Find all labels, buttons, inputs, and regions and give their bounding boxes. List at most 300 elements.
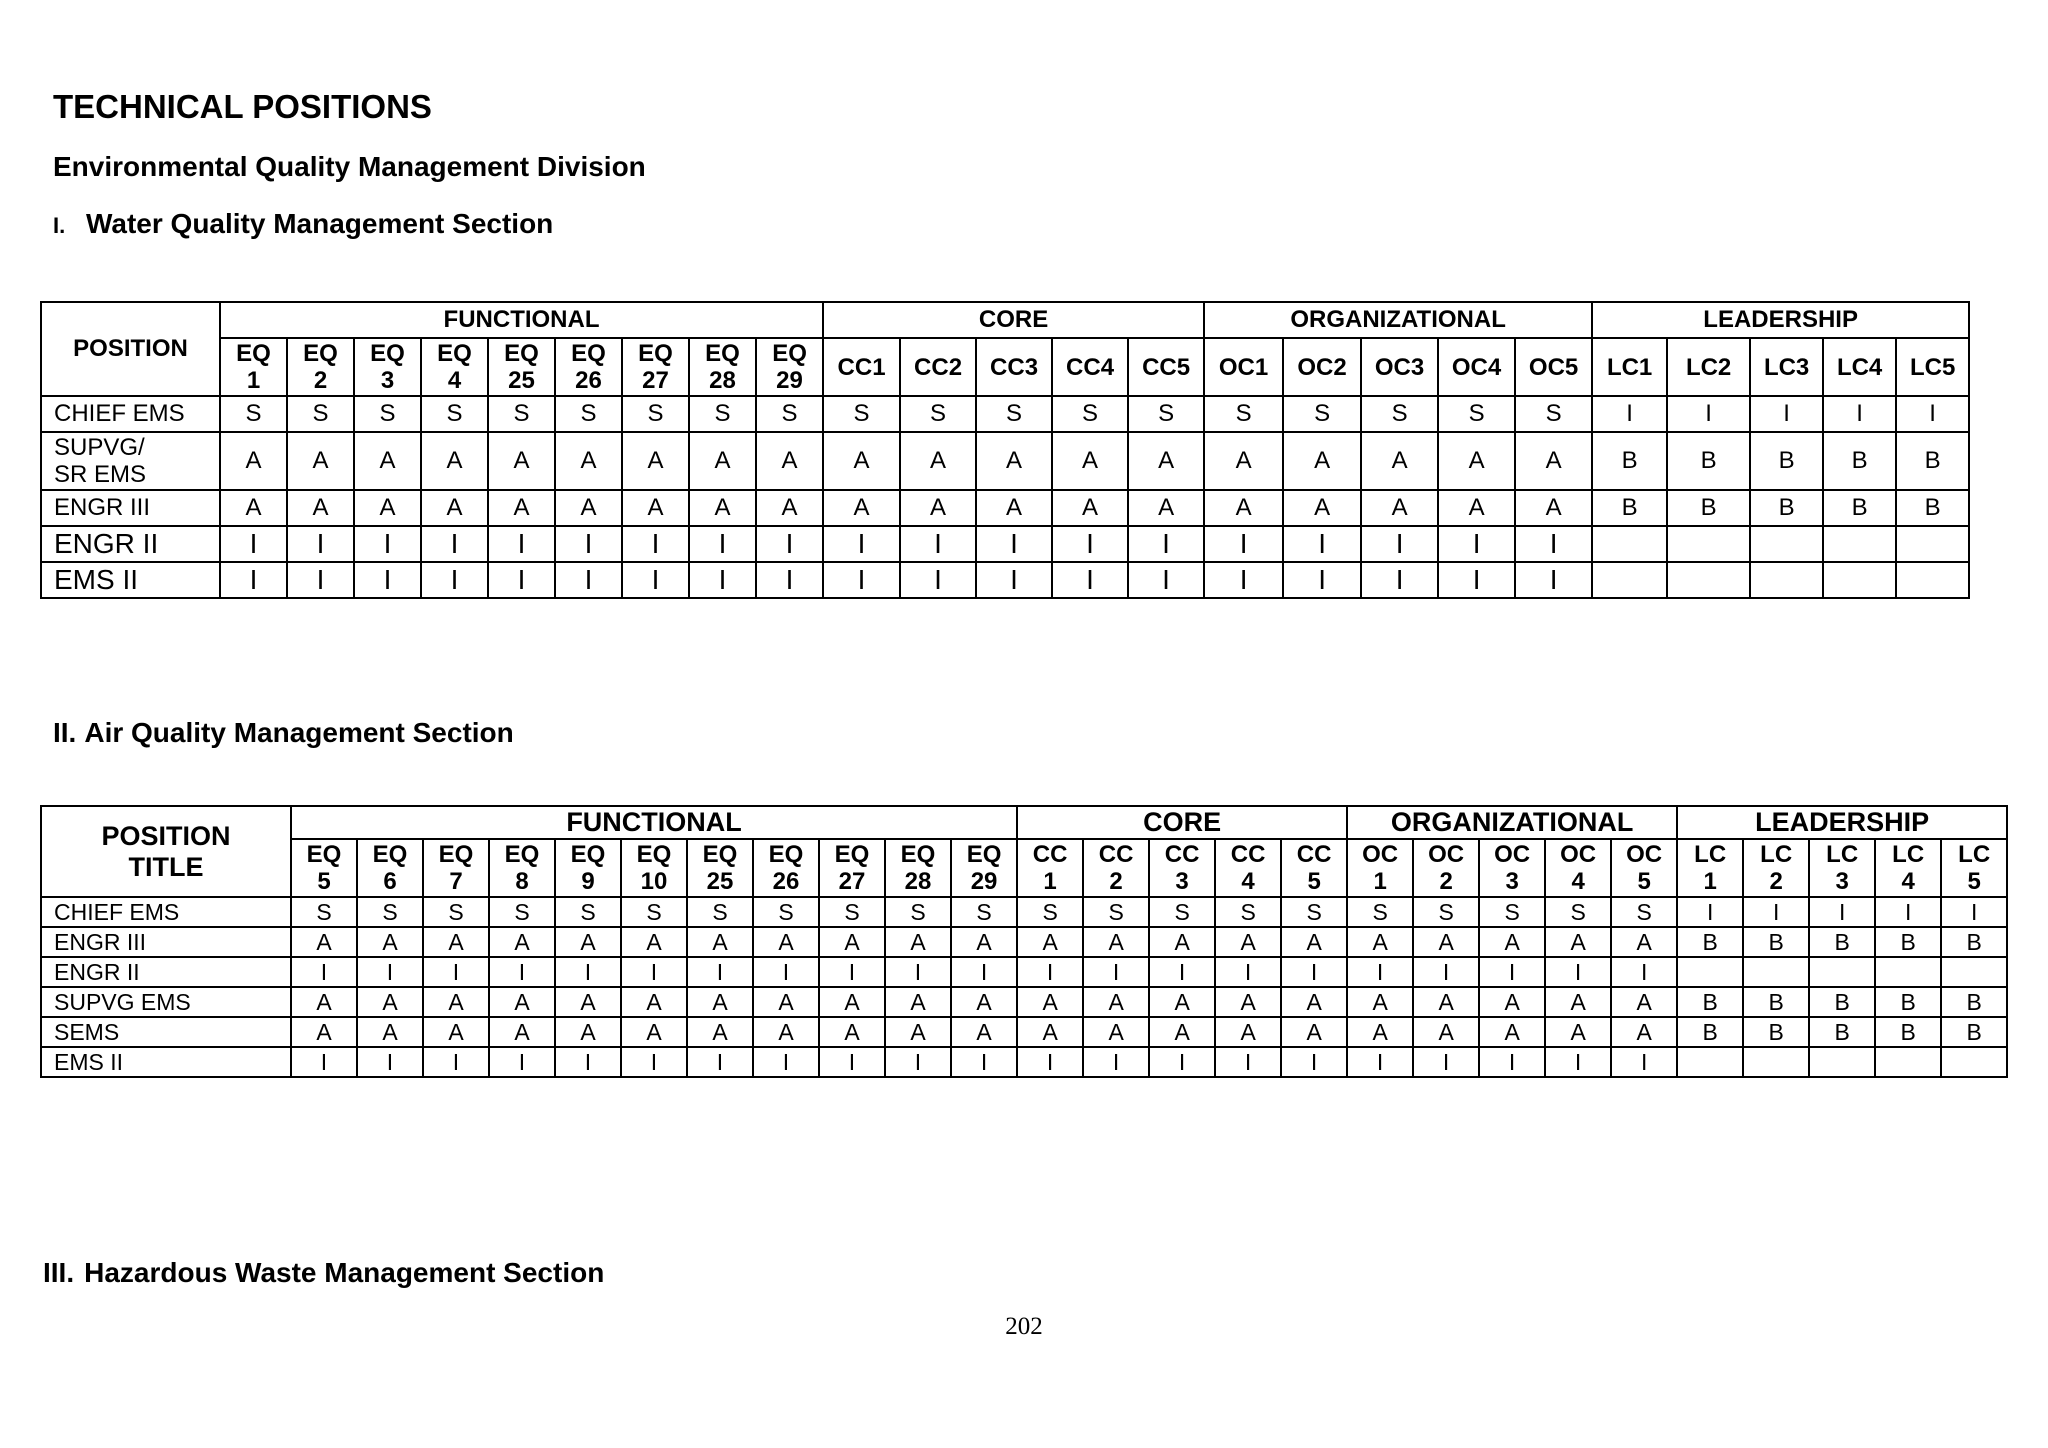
proficiency-cell: I bbox=[291, 957, 357, 987]
proficiency-cell: S bbox=[1052, 396, 1128, 432]
table-row bbox=[41, 1047, 2007, 1077]
competency-group-header: LEADERSHIP bbox=[1592, 302, 1969, 338]
proficiency-cell bbox=[1592, 526, 1667, 562]
cell-text-line: OC bbox=[1494, 841, 1531, 868]
proficiency-cell: I bbox=[819, 957, 885, 987]
division-heading: Environmental Quality Management Division bbox=[53, 151, 646, 182]
proficiency-cell: A bbox=[687, 987, 753, 1017]
cell-text-line: LC5 bbox=[1909, 353, 1956, 381]
cell-text-line: 2 bbox=[1109, 868, 1123, 895]
proficiency-cell: B bbox=[1750, 490, 1823, 526]
competency-code-header-row bbox=[41, 338, 1969, 396]
competency-code-header bbox=[220, 338, 287, 396]
proficiency-cell: A bbox=[1611, 1017, 1677, 1047]
proficiency-cell: I bbox=[555, 1047, 621, 1077]
proficiency-cell: I bbox=[287, 526, 354, 562]
competency-code-header bbox=[1361, 338, 1438, 396]
proficiency-cell bbox=[1896, 526, 1969, 562]
proficiency-cell: B bbox=[1941, 1017, 2007, 1047]
table-row bbox=[41, 957, 2007, 987]
table-row bbox=[41, 1017, 2007, 1047]
proficiency-cell: A bbox=[689, 432, 756, 490]
proficiency-cell: A bbox=[1413, 927, 1479, 957]
proficiency-cell: A bbox=[756, 432, 823, 490]
proficiency-cell bbox=[1743, 957, 1809, 987]
proficiency-cell: S bbox=[291, 897, 357, 927]
proficiency-cell: A bbox=[1347, 1017, 1413, 1047]
competency-code-header bbox=[621, 839, 687, 897]
cell-text-line: EQ bbox=[504, 841, 540, 868]
proficiency-cell: A bbox=[1149, 927, 1215, 957]
proficiency-cell: A bbox=[1283, 490, 1361, 526]
competency-code-header bbox=[1438, 338, 1515, 396]
proficiency-cell: I bbox=[885, 1047, 951, 1077]
cell-text-line: TITLE bbox=[128, 851, 204, 882]
proficiency-cell: I bbox=[1809, 897, 1875, 927]
proficiency-cell bbox=[1677, 1047, 1743, 1077]
cell-text-line: CC5 bbox=[1142, 353, 1191, 381]
cell-text-line: 3 bbox=[380, 367, 395, 394]
cell-text-line: EQ bbox=[834, 841, 870, 868]
competency-code-header bbox=[489, 839, 555, 897]
position-column-header bbox=[41, 806, 291, 897]
water-quality-competency-table bbox=[40, 301, 1970, 599]
proficiency-cell: I bbox=[1128, 526, 1204, 562]
proficiency-cell: A bbox=[1347, 987, 1413, 1017]
air-quality-competency-table bbox=[40, 805, 2008, 1078]
proficiency-cell: A bbox=[885, 1017, 951, 1047]
proficiency-cell: A bbox=[1215, 987, 1281, 1017]
proficiency-cell: I bbox=[823, 526, 900, 562]
document-title: TECHNICAL POSITIONS bbox=[53, 88, 432, 125]
competency-code-header bbox=[1413, 839, 1479, 897]
cell-text-line: 6 bbox=[383, 868, 397, 895]
competency-code-header bbox=[1283, 338, 1361, 396]
table-row bbox=[41, 526, 1969, 562]
proficiency-cell: A bbox=[621, 1017, 687, 1047]
proficiency-cell: I bbox=[689, 526, 756, 562]
competency-code-header bbox=[1545, 839, 1611, 897]
competency-code-header bbox=[1875, 839, 1941, 897]
cell-text-line: OC5 bbox=[1528, 353, 1579, 381]
competency-code-header bbox=[421, 338, 488, 396]
proficiency-cell: A bbox=[423, 987, 489, 1017]
proficiency-cell: A bbox=[900, 490, 976, 526]
proficiency-cell: A bbox=[1052, 490, 1128, 526]
competency-code-header bbox=[488, 338, 555, 396]
proficiency-cell: I bbox=[1281, 1047, 1347, 1077]
proficiency-cell: A bbox=[1413, 987, 1479, 1017]
proficiency-cell: I bbox=[421, 562, 488, 598]
section-3-number: III. bbox=[43, 1257, 75, 1288]
proficiency-cell: B bbox=[1809, 927, 1875, 957]
proficiency-cell: A bbox=[1281, 927, 1347, 957]
proficiency-cell: A bbox=[1083, 1017, 1149, 1047]
cell-text-line: 5 bbox=[1967, 868, 1981, 895]
proficiency-cell bbox=[1667, 526, 1750, 562]
competency-code-header bbox=[753, 839, 819, 897]
proficiency-cell: A bbox=[819, 927, 885, 957]
proficiency-cell: I bbox=[1545, 957, 1611, 987]
proficiency-cell: S bbox=[1128, 396, 1204, 432]
cell-text-line: 25 bbox=[706, 868, 734, 895]
proficiency-cell: B bbox=[1875, 1017, 1941, 1047]
proficiency-cell: A bbox=[287, 490, 354, 526]
proficiency-cell: A bbox=[423, 1017, 489, 1047]
proficiency-cell: I bbox=[951, 957, 1017, 987]
proficiency-cell: A bbox=[357, 1017, 423, 1047]
proficiency-cell: A bbox=[488, 432, 555, 490]
proficiency-cell: I bbox=[1149, 1047, 1215, 1077]
competency-code-header bbox=[1677, 839, 1743, 897]
proficiency-cell: I bbox=[687, 1047, 753, 1077]
proficiency-cell: A bbox=[1413, 1017, 1479, 1047]
cell-text-line: EQ bbox=[702, 841, 738, 868]
cell-text-line: CC3 bbox=[990, 353, 1039, 381]
competency-group-header: CORE bbox=[1017, 806, 1347, 839]
proficiency-cell: I bbox=[885, 957, 951, 987]
proficiency-cell: A bbox=[1515, 432, 1592, 490]
cell-text-line: 2 bbox=[1769, 868, 1783, 895]
proficiency-cell: B bbox=[1941, 987, 2007, 1017]
cell-text-line: EQ bbox=[636, 841, 672, 868]
proficiency-cell: A bbox=[291, 1017, 357, 1047]
proficiency-cell: A bbox=[687, 1017, 753, 1047]
proficiency-cell: I bbox=[1347, 957, 1413, 987]
proficiency-cell: A bbox=[756, 490, 823, 526]
cell-text-line: OC2 bbox=[1297, 353, 1347, 381]
cell-text-line: 1 bbox=[246, 367, 261, 394]
competency-code-header bbox=[1896, 338, 1969, 396]
competency-code-header bbox=[1128, 338, 1204, 396]
proficiency-cell: A bbox=[1083, 927, 1149, 957]
position-cell bbox=[41, 396, 220, 432]
proficiency-cell: A bbox=[976, 432, 1052, 490]
proficiency-cell: I bbox=[1941, 897, 2007, 927]
competency-group-header: FUNCTIONAL bbox=[291, 806, 1017, 839]
proficiency-cell: A bbox=[1281, 1017, 1347, 1047]
proficiency-cell: A bbox=[421, 490, 488, 526]
proficiency-cell bbox=[1809, 957, 1875, 987]
proficiency-cell: S bbox=[689, 396, 756, 432]
cell-text-line: EMS II bbox=[54, 564, 139, 595]
proficiency-cell: I bbox=[423, 957, 489, 987]
proficiency-cell: B bbox=[1592, 432, 1667, 490]
proficiency-cell: A bbox=[1479, 927, 1545, 957]
competency-code-header bbox=[976, 338, 1052, 396]
competency-group-header-row bbox=[41, 806, 2007, 839]
proficiency-cell: A bbox=[357, 987, 423, 1017]
proficiency-cell: I bbox=[220, 562, 287, 598]
proficiency-cell: A bbox=[1611, 927, 1677, 957]
competency-code-header bbox=[819, 839, 885, 897]
competency-code-header bbox=[900, 338, 976, 396]
proficiency-cell: A bbox=[823, 432, 900, 490]
proficiency-cell: S bbox=[488, 396, 555, 432]
proficiency-cell: S bbox=[555, 897, 621, 927]
cell-text-line: 3 bbox=[1505, 868, 1519, 895]
proficiency-cell: A bbox=[753, 927, 819, 957]
proficiency-cell bbox=[1875, 957, 1941, 987]
proficiency-cell: A bbox=[1052, 432, 1128, 490]
proficiency-cell: A bbox=[489, 927, 555, 957]
section-2-title: Air Quality Management Section bbox=[84, 717, 514, 748]
proficiency-cell: S bbox=[1361, 396, 1438, 432]
competency-code-header bbox=[689, 338, 756, 396]
proficiency-cell: A bbox=[1611, 987, 1677, 1017]
proficiency-cell: A bbox=[753, 1017, 819, 1047]
proficiency-cell: S bbox=[1347, 897, 1413, 927]
proficiency-cell: A bbox=[291, 987, 357, 1017]
proficiency-cell: I bbox=[1215, 957, 1281, 987]
cell-text-line: 26 bbox=[772, 868, 800, 895]
cell-text-line: EQ bbox=[638, 340, 673, 367]
proficiency-cell: A bbox=[1347, 927, 1413, 957]
proficiency-cell: I bbox=[687, 957, 753, 987]
proficiency-cell: A bbox=[687, 927, 753, 957]
proficiency-cell: A bbox=[555, 987, 621, 1017]
proficiency-cell: I bbox=[357, 957, 423, 987]
competency-code-header bbox=[1515, 338, 1592, 396]
proficiency-cell bbox=[1592, 562, 1667, 598]
cell-text-line: 1 bbox=[1703, 868, 1717, 895]
proficiency-cell: I bbox=[421, 526, 488, 562]
competency-code-header bbox=[354, 338, 421, 396]
competency-code-header bbox=[1479, 839, 1545, 897]
section-1-heading bbox=[53, 208, 553, 240]
proficiency-cell: S bbox=[555, 396, 622, 432]
proficiency-cell: B bbox=[1823, 432, 1896, 490]
table-row bbox=[41, 562, 1969, 598]
cell-text-line: EQ bbox=[504, 340, 539, 367]
table-row bbox=[41, 987, 2007, 1017]
proficiency-cell: B bbox=[1875, 987, 1941, 1017]
cell-text-line: 1 bbox=[1373, 868, 1387, 895]
competency-code-header bbox=[823, 338, 900, 396]
proficiency-cell: I bbox=[951, 1047, 1017, 1077]
cell-text-line: OC3 bbox=[1374, 353, 1425, 381]
proficiency-cell: A bbox=[220, 432, 287, 490]
cell-text-line: 4 bbox=[1241, 868, 1255, 895]
proficiency-cell: I bbox=[1515, 562, 1592, 598]
cell-text-line: CHIEF EMS bbox=[54, 400, 185, 427]
section-3-title: Hazardous Waste Management Section bbox=[84, 1257, 605, 1288]
proficiency-cell: A bbox=[489, 1017, 555, 1047]
cell-text-line: OC4 bbox=[1451, 353, 1502, 381]
proficiency-cell: I bbox=[1479, 1047, 1545, 1077]
proficiency-cell: A bbox=[753, 987, 819, 1017]
cell-text-line: CC bbox=[1164, 841, 1200, 868]
cell-text-line: ENGR III bbox=[54, 494, 151, 521]
proficiency-cell: A bbox=[1283, 432, 1361, 490]
proficiency-cell: I bbox=[1283, 526, 1361, 562]
proficiency-cell: S bbox=[819, 897, 885, 927]
proficiency-cell: S bbox=[1515, 396, 1592, 432]
table-row bbox=[41, 396, 1969, 432]
cell-text-line: LC1 bbox=[1606, 353, 1653, 381]
competency-code-header bbox=[1592, 338, 1667, 396]
proficiency-cell bbox=[1743, 1047, 1809, 1077]
cell-text-line: 1 bbox=[1043, 868, 1057, 895]
competency-code-header bbox=[1809, 839, 1875, 897]
proficiency-cell: A bbox=[1438, 490, 1515, 526]
cell-text-line: LC bbox=[1760, 841, 1793, 868]
cell-text-line: 2 bbox=[313, 367, 328, 394]
proficiency-cell: A bbox=[1545, 1017, 1611, 1047]
proficiency-cell: A bbox=[951, 1017, 1017, 1047]
cell-text-line: LC3 bbox=[1763, 353, 1810, 381]
proficiency-cell: I bbox=[1017, 957, 1083, 987]
proficiency-cell: A bbox=[621, 927, 687, 957]
proficiency-cell: I bbox=[1438, 526, 1515, 562]
cell-text-line: EQ bbox=[900, 841, 936, 868]
cell-text-line: CC2 bbox=[914, 353, 963, 381]
proficiency-cell: S bbox=[951, 897, 1017, 927]
proficiency-cell: A bbox=[555, 432, 622, 490]
position-cell bbox=[41, 1017, 291, 1047]
proficiency-cell: I bbox=[1052, 526, 1128, 562]
competency-code-header bbox=[622, 338, 689, 396]
proficiency-cell: S bbox=[823, 396, 900, 432]
proficiency-cell: B bbox=[1743, 987, 1809, 1017]
cell-text-line: OC bbox=[1362, 841, 1399, 868]
position-cell bbox=[41, 490, 220, 526]
proficiency-cell: I bbox=[1611, 957, 1677, 987]
proficiency-cell: I bbox=[1677, 897, 1743, 927]
competency-code-header bbox=[423, 839, 489, 897]
proficiency-cell: A bbox=[621, 987, 687, 1017]
proficiency-cell: B bbox=[1823, 490, 1896, 526]
cell-text-line: EQ bbox=[370, 340, 405, 367]
proficiency-cell: S bbox=[1611, 897, 1677, 927]
cell-text-line: EQ bbox=[306, 841, 342, 868]
competency-code-header bbox=[756, 338, 823, 396]
section-2-heading bbox=[53, 717, 514, 749]
cell-text-line: EQ bbox=[372, 841, 408, 868]
competency-code-header bbox=[687, 839, 753, 897]
competency-code-header bbox=[1823, 338, 1896, 396]
competency-group-header: ORGANIZATIONAL bbox=[1347, 806, 1677, 839]
proficiency-cell: A bbox=[555, 490, 622, 526]
competency-group-header: ORGANIZATIONAL bbox=[1204, 302, 1592, 338]
proficiency-cell: I bbox=[689, 562, 756, 598]
cell-text-line: SR EMS bbox=[54, 461, 147, 488]
section-3-heading bbox=[43, 1257, 604, 1289]
proficiency-cell: A bbox=[1479, 1017, 1545, 1047]
competency-group-header: CORE bbox=[823, 302, 1204, 338]
cell-text-line: CC bbox=[1230, 841, 1266, 868]
proficiency-cell bbox=[1941, 1047, 2007, 1077]
cell-text-line: EQ bbox=[438, 841, 474, 868]
proficiency-cell: B bbox=[1743, 927, 1809, 957]
cell-text-line: EQ bbox=[303, 340, 338, 367]
proficiency-cell: I bbox=[1823, 396, 1896, 432]
cell-text-line: EQ bbox=[772, 340, 807, 367]
proficiency-cell bbox=[1941, 957, 2007, 987]
position-cell bbox=[41, 1047, 291, 1077]
proficiency-cell: A bbox=[1017, 927, 1083, 957]
cell-text-line: 7 bbox=[449, 868, 463, 895]
proficiency-cell: S bbox=[220, 396, 287, 432]
proficiency-cell: S bbox=[1017, 897, 1083, 927]
competency-code-header bbox=[951, 839, 1017, 897]
proficiency-cell: A bbox=[1017, 987, 1083, 1017]
proficiency-cell: S bbox=[1281, 897, 1347, 927]
cell-text-line: CC bbox=[1296, 841, 1332, 868]
proficiency-cell: A bbox=[555, 927, 621, 957]
proficiency-cell: S bbox=[621, 897, 687, 927]
cell-text-line: OC bbox=[1560, 841, 1597, 868]
position-cell bbox=[41, 987, 291, 1017]
competency-code-header bbox=[555, 338, 622, 396]
proficiency-cell: I bbox=[1361, 526, 1438, 562]
proficiency-cell: I bbox=[1875, 897, 1941, 927]
cell-text-line: 4 bbox=[1571, 868, 1585, 895]
proficiency-cell: I bbox=[1017, 1047, 1083, 1077]
cell-text-line: SUPVG/ bbox=[54, 434, 145, 461]
proficiency-cell: B bbox=[1875, 927, 1941, 957]
proficiency-cell: I bbox=[1667, 396, 1750, 432]
proficiency-cell: I bbox=[976, 562, 1052, 598]
proficiency-cell: S bbox=[885, 897, 951, 927]
cell-text-line: 27 bbox=[642, 367, 669, 394]
proficiency-cell bbox=[1667, 562, 1750, 598]
competency-code-header bbox=[1941, 839, 2007, 897]
proficiency-cell: A bbox=[1215, 1017, 1281, 1047]
cell-text-line: 8 bbox=[515, 868, 529, 895]
cell-text-line: 3 bbox=[1175, 868, 1189, 895]
proficiency-cell: I bbox=[753, 957, 819, 987]
proficiency-cell: S bbox=[423, 897, 489, 927]
cell-text-line: LC4 bbox=[1836, 353, 1883, 381]
proficiency-cell: A bbox=[819, 1017, 885, 1047]
position-cell bbox=[41, 957, 291, 987]
proficiency-cell: I bbox=[621, 957, 687, 987]
cell-text-line: SEMS bbox=[54, 1018, 120, 1045]
proficiency-cell: I bbox=[622, 526, 689, 562]
proficiency-cell: A bbox=[1017, 1017, 1083, 1047]
proficiency-cell bbox=[1677, 957, 1743, 987]
proficiency-cell: A bbox=[689, 490, 756, 526]
table-row bbox=[41, 432, 1969, 490]
proficiency-cell: I bbox=[900, 526, 976, 562]
position-cell bbox=[41, 562, 220, 598]
proficiency-cell: A bbox=[1204, 432, 1283, 490]
proficiency-cell: I bbox=[1204, 526, 1283, 562]
table-row bbox=[41, 927, 2007, 957]
proficiency-cell: A bbox=[885, 987, 951, 1017]
competency-group-header: FUNCTIONAL bbox=[220, 302, 823, 338]
proficiency-cell: A bbox=[488, 490, 555, 526]
proficiency-cell: I bbox=[488, 526, 555, 562]
proficiency-cell: A bbox=[1083, 987, 1149, 1017]
proficiency-cell: I bbox=[1515, 526, 1592, 562]
proficiency-cell: A bbox=[951, 927, 1017, 957]
competency-code-header bbox=[1611, 839, 1677, 897]
proficiency-cell: S bbox=[756, 396, 823, 432]
cell-text-line: 4 bbox=[1901, 868, 1915, 895]
proficiency-cell: S bbox=[687, 897, 753, 927]
competency-code-header bbox=[291, 839, 357, 897]
proficiency-cell bbox=[1823, 562, 1896, 598]
cell-text-line: EQ bbox=[768, 841, 804, 868]
proficiency-cell bbox=[1896, 562, 1969, 598]
proficiency-cell: A bbox=[1545, 987, 1611, 1017]
proficiency-cell: I bbox=[1283, 562, 1361, 598]
proficiency-cell: S bbox=[1413, 897, 1479, 927]
proficiency-cell: B bbox=[1667, 490, 1750, 526]
cell-text-line: LC bbox=[1958, 841, 1991, 868]
